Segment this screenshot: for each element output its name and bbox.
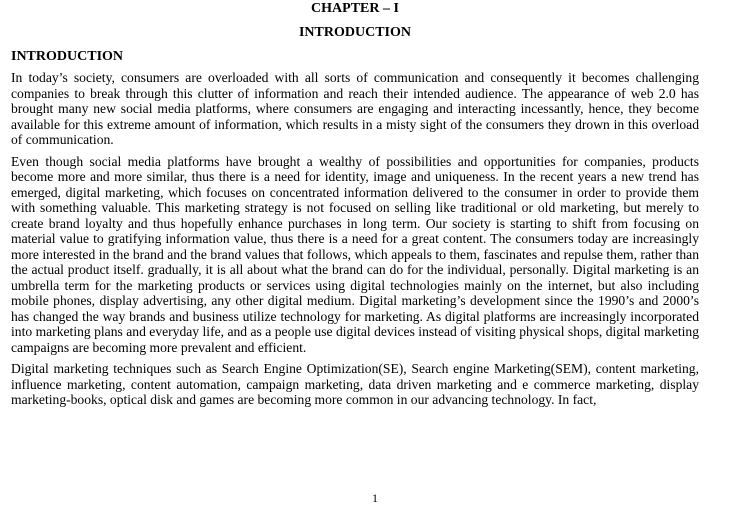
page-number: 1	[372, 491, 378, 505]
section-heading: INTRODUCTION	[11, 49, 124, 64]
chapter-title: INTRODUCTION	[298, 25, 411, 40]
chapter-label: CHAPTER – I	[311, 1, 399, 16]
paragraph-2: Even though social media platforms have brought a wealthy of possibilities and opportunities for companies, products become more and more similar, thus there is a need for identity, image and uniqueness. In the recent years a new trend has emerged, digital marketing, which focuses on concentrated information delivered to the consumer in order to provide them with something valuable. This marketing strategy is not focused on selling like traditional or old marketing, but merely to create brand loyalty and thus hopefully enhance purchases in long term. Our society is starting to shift from focusing on material value to gratifying information value, thus there is a need for a great content. The consumers today are increasingly more interested in the brand and the brand values that follows, which appeals to them, fascinates and repulse them, rather than the actual product itself. gradually, it is all about what the brand can do for the individual, personally. Digital marketing is an umbrella term for the marketing products or services using digital technologies mainly on the internet, but also including mobile phones, display advertising, any other digital medium. Digital marketing’s development since the 1990’s and 2000’s has changed the way brands and business utilize technology for marketing. As digital platforms are increasingly incorporated into marketing plans and everyday life, and as a people use digital devices instead of visiting physical shops, digital marketing campaigns are becoming more prevalent and efficient.	[11, 153, 699, 355]
paragraph-1: In today’s society, consumers are overloaded with all sorts of communication and consequently it becomes challenging companies to break through this clutter of information and reach their intended audience. The appearance of web 2.0 has brought many new social media platforms, where consumers are engaging and interacting incessantly, hence, they become available for this extreme amount of information, which results in a misty sight of the consumers they drown in this overload of communication.	[11, 70, 699, 147]
paragraph-3: Digital marketing techniques such as Search Engine Optimization(SE), Search engine Marketing(SEM), content marketing, influence marketing, content automation, campaign marketing, data driven marketing and e commerce marketing, display marketing-books, optical disk and games are becoming more common in our advancing technology. In fact,	[11, 361, 699, 407]
document-page	[11, 0, 699, 408]
